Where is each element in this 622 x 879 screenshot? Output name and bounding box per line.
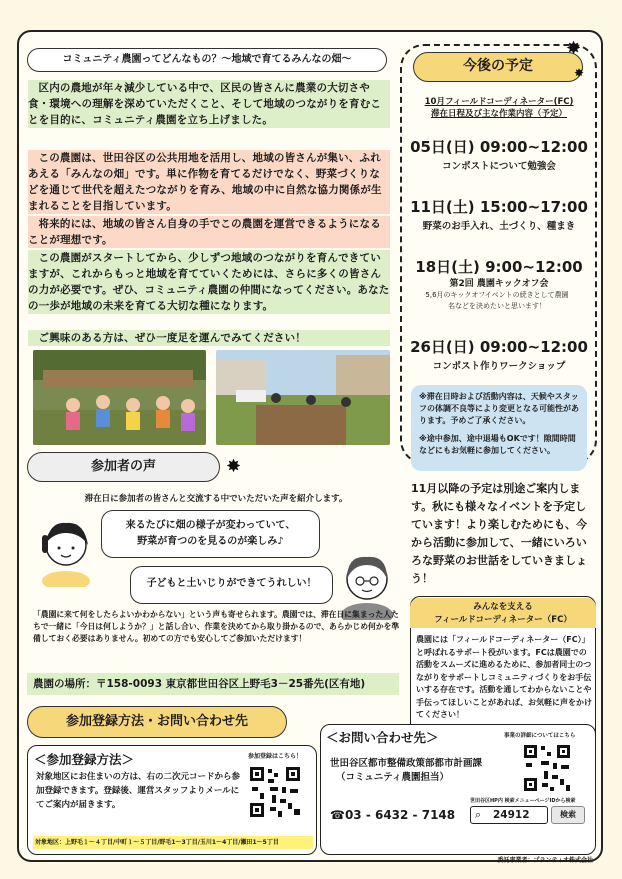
contractor-note: 委託事業者：プランティオ株式会社 — [497, 857, 593, 864]
schedule-subtitle — [404, 96, 594, 120]
voices-body: 「農園に来て何をしたらよいかわからない」という声も寄せられます。農園では、滞在日に集まった人たちで一緒に「今日は何しようか？」と話し合い、作業を決めてから取り掛かるので、あらかじめ何かを準備しておく必要はありません。初めての方でも安心してご参加いただけます！ — [33, 610, 400, 643]
contact-org — [330, 757, 510, 785]
schedule-date: 05日(日) 09:00~12:00 — [410, 138, 588, 156]
schedule-notice-1: ※滞在日時および活動内容は、天候やスタッフの体調不良等により変更となる可能性があります。予めご了承ください。 — [419, 392, 579, 425]
schedule-notice-2: ※途中参加、途中退場もOKです！隙間時間などにもお気軽に参加してください。 — [419, 434, 576, 455]
voice-quote-1-line2: 野菜が育つのを見るのが楽しみ♪ — [137, 536, 284, 547]
schedule-date: 11日(土) 15:00~17:00 — [410, 198, 588, 216]
intro-paragraph-1: 区内の農地が年々減少している中で、区民の皆さんに農業の大切さや食・環境への理解を深めていただくこと、そして地域のつながりを育むことを目的に、コミュニティ農園を立ち上げました。 — [28, 80, 390, 128]
voice-quote-1-line1: 来るたびに畑の様子が変わっていて、 — [125, 520, 296, 531]
voice-quote-2: 子どもと土いじりができてうれしい！ — [130, 566, 333, 604]
schedule-notice-box — [411, 385, 587, 471]
page-id-value: 24912 — [493, 809, 530, 821]
schedule-after-text: 11月以降の予定は別途ご案内します。秋にも様々なイベントを予定しています！より楽しむためにも、今から活動に参加して、一緒にいろいろな野菜のお世話をしていきましょう！ — [411, 482, 587, 585]
fc-title — [410, 598, 596, 628]
schedule-label: 第2回 農園キックオフ会 — [449, 279, 549, 289]
schedule-item — [404, 196, 594, 236]
schedule-item — [404, 256, 594, 326]
qr-code-icon[interactable] — [522, 743, 572, 793]
location-bar: 農園の場所：〒158-0093 東京都世田谷区上野毛3－25番先(区有地) — [27, 673, 399, 695]
contact-phone[interactable]: ☎03 - 6432 - 7148 — [330, 808, 456, 822]
contact-org-line1: 世田谷区都市整備政策部都市計画課 — [330, 758, 483, 769]
sparkle-icon: ✸ — [226, 456, 242, 477]
child-avatar-icon — [36, 515, 96, 587]
qr-code-icon[interactable] — [248, 765, 302, 819]
schedule-item — [404, 336, 594, 376]
page-id-search-box[interactable] — [470, 806, 548, 824]
schedule-title: 今後の予定 — [413, 52, 583, 82]
schedule-item — [404, 136, 594, 176]
sparkle-icon: ✸ — [566, 38, 582, 59]
voices-title: 参加者の声 — [27, 452, 220, 482]
farm-photo — [216, 350, 390, 445]
fc-title-line1: みんなを支える — [473, 602, 533, 612]
schedule-label: コンポストについて勉強会 — [442, 161, 556, 172]
schedule-note: 5,6月のキックオフイベントの続きとして農園名などを決めたいと思います！ — [425, 291, 569, 310]
schedule-date: 18日(土) 9:00~12:00 — [415, 258, 583, 276]
intro-paragraph-5: ご興味のある方は、ぜひ一度足を運んでみてください！ — [28, 330, 390, 346]
registration-area: 対象地区：上野毛１〜４丁目/中町１〜５丁目/野毛1〜3丁目/玉川1〜4丁目/瀬田1〜5丁目 — [33, 836, 313, 849]
schedule-label: コンポスト作りワークショップ — [432, 361, 566, 372]
schedule-label: 野菜のお手入れ、土づくり、種まき — [422, 221, 576, 232]
registration-body: 対象地区にお住まいの方は、右の二次元コードから参加登録できます。登録後、運営スタッフよりメールにてご案内が届きます。 — [36, 772, 241, 810]
registration-section-title: 参加登録方法・お問い合わせ先 — [27, 706, 287, 738]
contact-qr-caption: 事業の詳細についてはこちら — [504, 733, 576, 739]
schedule-subtitle-line2: 滞在日程及び主な作業内容（予定） — [430, 109, 567, 119]
voice-quote-1 — [101, 510, 320, 558]
sparkle-icon: ✸ — [574, 66, 585, 80]
schedule-subtitle-line1: 10月フィールドコーディネーター(FC) — [424, 97, 574, 107]
schedule-date: 26日(日) 09:00~12:00 — [410, 338, 588, 356]
contact-heading: ＜お問い合わせ先＞ — [326, 730, 439, 745]
children-photo — [33, 350, 206, 445]
intro-paragraph-2: この農園は、世田谷区の公共用地を活用し、地域の皆さんが集い、ふれあえる「みんなの畑」です。単に作物を育てるだけでなく、野菜づくりなどを通じて世代を超えたつながりを育み、地域の中に自然な協力関係が生まれることを目指しています。 — [28, 150, 390, 214]
intro-paragraph-4: この農園がスタートしてから、少しずつ地域のつながりを育んできていますが、これからもっと地域を育てていくためには、さらに多くの皆さんの力が必要です。ぜひ、コミュニティ農園の仲間になってください。あなたの一歩が地域の未来を育てる大切な種になります。 — [28, 252, 390, 312]
magnifier-icon: ⌕ — [475, 808, 482, 821]
registration-qr-caption: 参加登録はこちら！ — [248, 753, 303, 760]
fc-title-line2: フィールドコーディネーター（FC） — [434, 615, 572, 625]
intro-paragraph-3: 将来的には、地域の皆さん自身の手でこの農園を運営できるようになることが理想です。 — [28, 216, 390, 248]
registration-heading: ＜参加登録方法＞ — [34, 752, 135, 767]
intro-title: コミュニティ農園ってどんなもの？〜地域で育てるみんなの畑〜 — [27, 48, 387, 72]
voices-intro: 滞在日に参加者の皆さんと交流する中でいただいた声を紹介します。 — [84, 494, 348, 504]
contact-org-line2: （コミュニティ農園担当） — [336, 772, 450, 783]
search-button[interactable]: 検索 — [551, 806, 585, 824]
contact-search-hint: 世田谷区HP内 検索メニューページIDから検索 — [470, 798, 576, 804]
fc-body: 農園には「フィールドコーディネーター（FC）」と呼ばれるサポート役がいます。FCは農園での活動をスムーズに進めるために、参加者同士のつながりをサポートしコミュニティづくりをお手伝いする存在です。活動を通してわからないことや手伝ってほしいことがあれば、お気軽に声をかけてください！ — [416, 635, 592, 719]
